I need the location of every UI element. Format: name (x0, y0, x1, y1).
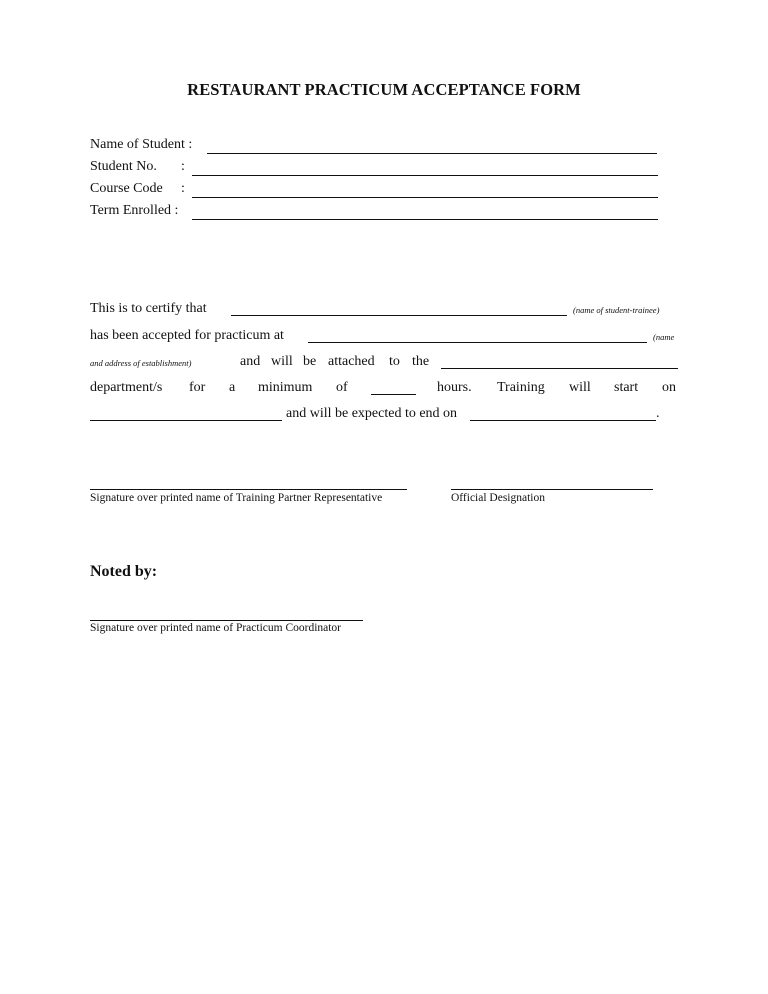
cert-line-4 (90, 377, 678, 397)
field-name-of-student (90, 134, 660, 154)
student-trainee-blank[interactable] (231, 315, 567, 316)
name-of-student-input-line[interactable] (207, 153, 657, 154)
form-title: RESTAURANT PRACTICUM ACCEPTANCE FORM (187, 80, 581, 99)
cert-word: Training (497, 380, 545, 395)
field-term-enrolled (90, 200, 660, 220)
cert-note: (name of student-trainee) (573, 305, 660, 315)
cert-line-2 (90, 325, 678, 345)
field-label: Course Code (90, 181, 163, 196)
cert-word: for (189, 380, 206, 395)
end-date-blank[interactable] (470, 420, 656, 421)
field-student-no (90, 156, 660, 176)
field-label: Name of Student : (90, 137, 193, 152)
cert-text: has been accepted for practicum at (90, 328, 284, 343)
cert-word: be (303, 354, 317, 369)
cert-line-1 (90, 298, 678, 318)
noted-by-heading: Noted by: (90, 563, 158, 580)
coordinator-signature-caption: Signature over printed name of Practicum Coordinator (90, 622, 342, 634)
department-blank[interactable] (441, 368, 678, 369)
field-label: Term Enrolled : (90, 203, 179, 218)
cert-line-3 (90, 351, 678, 371)
cert-word: will (569, 380, 591, 395)
cert-note: and address of establishment) (90, 358, 192, 368)
cert-word: on (662, 380, 676, 395)
cert-word: to (389, 354, 400, 369)
student-no-input-line[interactable] (192, 175, 658, 176)
cert-word: department/s (90, 380, 163, 395)
designation-line[interactable] (451, 489, 653, 490)
partner-signature-line[interactable] (90, 489, 407, 490)
cert-note: (name (653, 332, 675, 342)
cert-word: and (240, 354, 261, 369)
cert-word: the (412, 354, 430, 369)
field-course-code (90, 178, 660, 198)
partner-signature-caption: Signature over printed name of Training Partner Representative (90, 492, 383, 504)
cert-period: . (656, 406, 660, 421)
cert-word: of (336, 380, 348, 395)
course-code-input-line[interactable] (192, 197, 658, 198)
cert-word: a (229, 380, 236, 395)
cert-word: start (614, 380, 639, 395)
cert-word: will (271, 354, 293, 369)
cert-word: hours. (437, 380, 472, 395)
cert-word: attached (328, 354, 375, 369)
cert-text: and will be expected to end on (286, 406, 458, 421)
cert-line-5 (90, 403, 678, 423)
coordinator-signature-line[interactable] (90, 620, 363, 621)
start-date-blank[interactable] (90, 420, 282, 421)
term-enrolled-input-line[interactable] (192, 219, 658, 220)
field-colon: : (181, 181, 185, 196)
cert-text: This is to certify that (90, 301, 207, 316)
cert-word: minimum (258, 380, 313, 395)
field-label: Student No. (90, 159, 157, 174)
minimum-hours-blank[interactable] (371, 394, 416, 395)
designation-caption: Official Designation (451, 492, 545, 504)
field-colon: : (181, 159, 185, 174)
establishment-blank[interactable] (308, 342, 647, 343)
